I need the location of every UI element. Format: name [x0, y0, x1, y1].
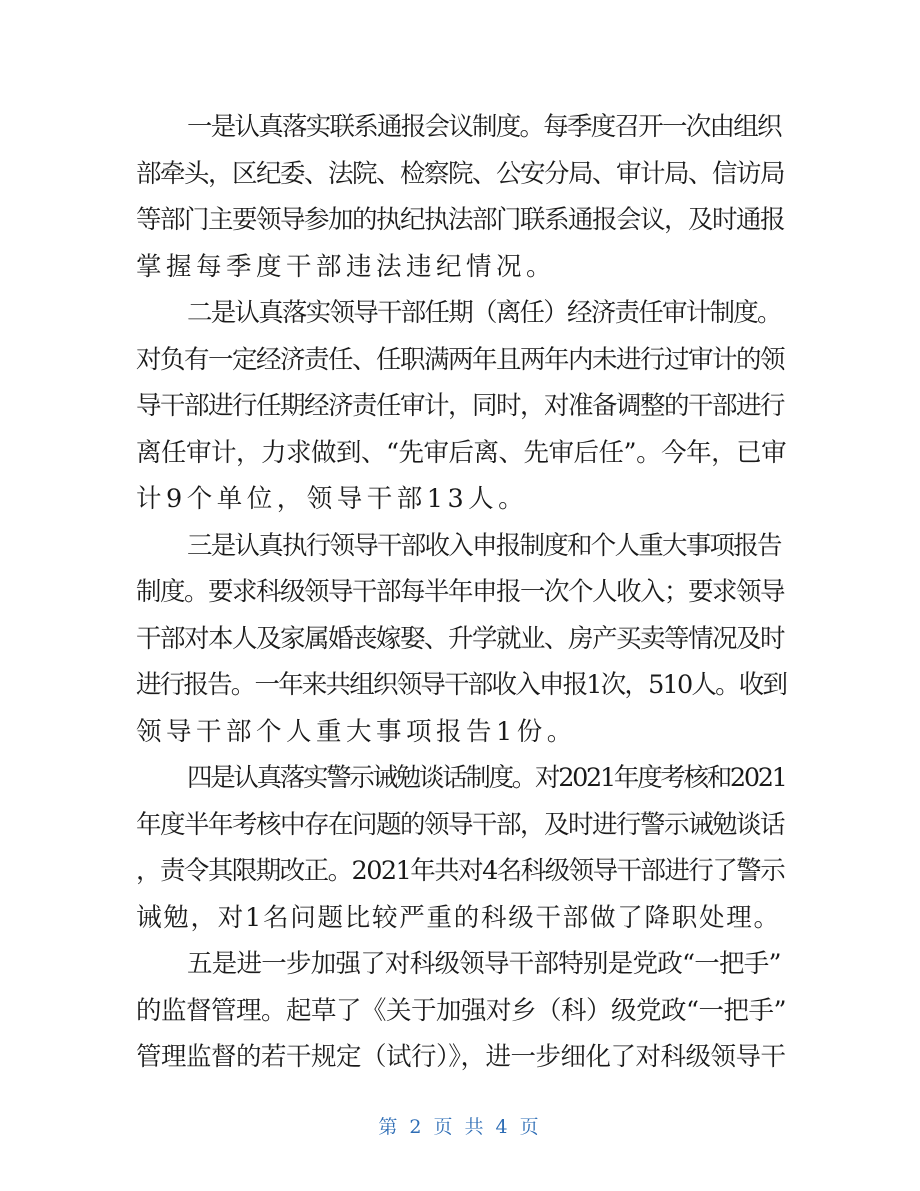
- paragraph-3-line-2: 制度。要求科级领导干部每半年申报一次个人收入；要求领导: [136, 577, 785, 607]
- paragraph-1-line-1: 一是认真落实联系通报会议制度。每季度召开一次由组织: [187, 112, 781, 142]
- paragraph-4-line-3: ，责令其限期改正。2021年共对4名科级领导干部进行了警示: [136, 856, 785, 886]
- paragraph-3-line-4: 进行报告。一年来共组织领导干部收入申报1次，510人。收到: [136, 670, 787, 700]
- paragraph-5-line-3: 管理监督的若干规定（试行）》，进一步细化了对科级领导干: [136, 1042, 786, 1072]
- paragraph-2-line-2: 对负有一定经济责任、任职满两年且两年内未进行过审计的领: [136, 344, 785, 375]
- paragraph-4-line-1: 四是认真落实警示诫勉谈话制度。对2021年度考核和2021: [187, 763, 786, 793]
- paragraph-5-line-1: 五是进一步加强了对科级领导干部特别是党政“一把手”: [187, 949, 781, 979]
- paragraph-4-line-2: 年度半年考核中存在问题的领导干部，及时进行警示诫勉谈话: [136, 809, 785, 840]
- paragraph-1-line-2: 部牵头，区纪委、法院、检察院、公安分局、审计局、信访局: [136, 158, 785, 189]
- document-body: [136, 104, 786, 1081]
- paragraph-5-line-2: 的监督管理。起草了《关于加强对乡（科）级党政“一把手”: [136, 995, 787, 1026]
- paragraph-2-line-1: 二是认真落实领导干部任期（离任）经济责任审计制度。: [187, 298, 781, 328]
- paragraph-3-line-1: 三是认真执行领导干部收入申报制度和个人重大事项报告: [187, 530, 781, 561]
- paragraph-3-line-5: 领导干部个人重大事项报告1份。: [136, 716, 577, 747]
- paragraph-1-line-4: 掌握每季度干部违法违纪情况。: [136, 251, 557, 282]
- paragraph-3-line-3: 干部对本人及家属婚丧嫁娶、升学就业、房产买卖等情况及时: [136, 623, 785, 654]
- paragraph-1-line-3: 等部门主要领导参加的执纪执法部门联系通报会议，及时通报: [136, 205, 785, 235]
- paragraph-2-line-3: 导干部进行任期经济责任审计，同时，对准备调整的干部进行: [136, 391, 785, 421]
- paragraph-2-line-4: 离任审计，力求做到、“先审后离、先审后任”。今年，已审: [136, 437, 787, 468]
- paragraph-2-line-5: 计9个单位，领导干部13人。: [136, 484, 529, 514]
- page-number-footer: 第 2 页 共 4 页: [378, 1116, 542, 1138]
- paragraph-4-line-4: 诫勉，对1名问题比较严重的科级干部做了降职处理。: [136, 902, 781, 933]
